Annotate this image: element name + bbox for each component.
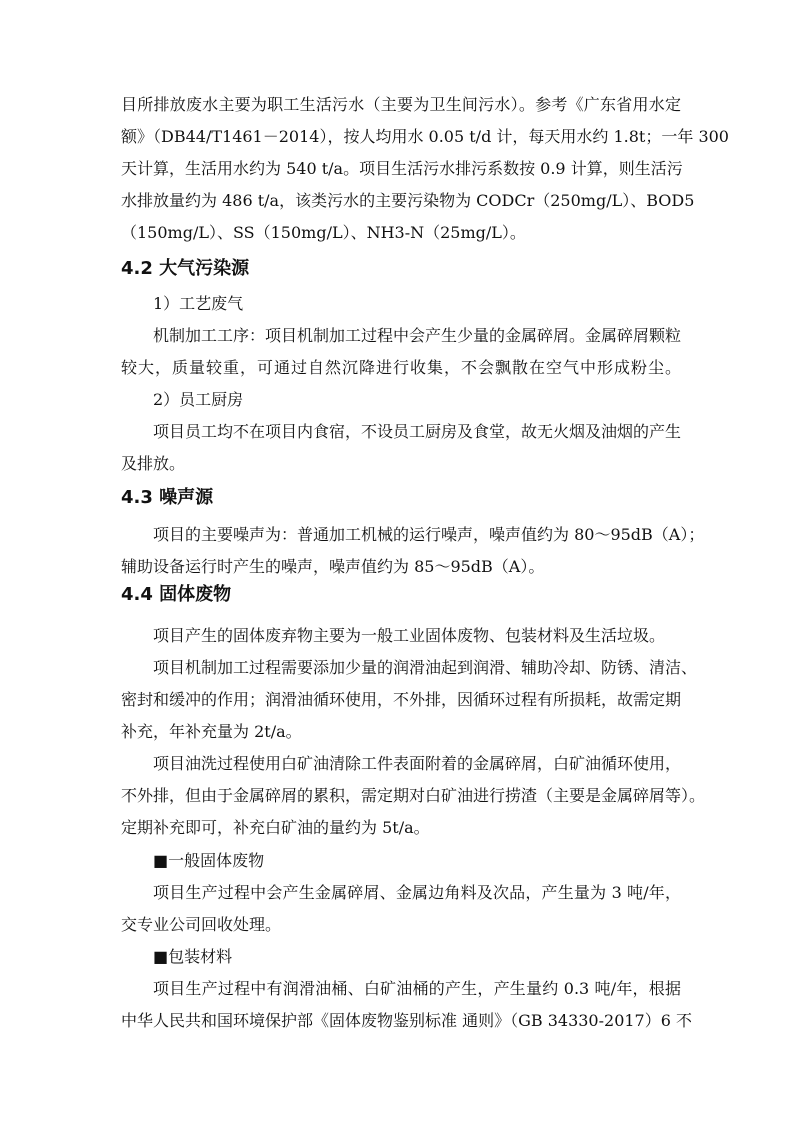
- gas-para-line-2: 较大，质量较重，可通过自然沉降进行收集，不会飘散在空气中形成粉尘。: [121, 358, 681, 377]
- bullet-packaging: ■包装材料: [153, 947, 233, 966]
- solid-para1-line-1: 项目产生的固体废弃物主要为一般工业固体废物、包装材料及生活垃圾。: [153, 626, 666, 645]
- noise-para-line-2: 辅助设备运行时产生的噪声，噪声值约为 85～95dB（A）。: [121, 557, 545, 576]
- section-4-2-heading: 4.2 大气污染源: [121, 258, 250, 279]
- general-waste-line-2: 交专业公司回收处理。: [121, 915, 282, 934]
- intro-line-1: 目所排放废水主要为职工生活污水（主要为卫生间污水）。参考《广东省用水定: [121, 95, 681, 114]
- section-4-3-heading: 4.3 噪声源: [121, 487, 214, 508]
- intro-line-4: 水排放量约为 486 t/a，该类污水的主要污染物为 CODCr（250mg/L）、BOD5: [121, 191, 695, 210]
- solid-para3-line-1: 项目油洗过程使用白矿油清除工件表面附着的金属碎屑，白矿油循环使用，: [153, 754, 682, 773]
- section-4-4-heading: 4.4 固体废物: [121, 584, 232, 605]
- kitchen-para-line-1: 项目员工均不在项目内食宿，不设员工厨房及食堂，故无火烟及油烟的产生: [153, 422, 682, 441]
- subheading-kitchen: 2）员工厨房: [153, 390, 244, 409]
- bullet-general-solid-waste: ■一般固体废物: [153, 851, 265, 870]
- solid-para2-line-3: 补充，年补充量为 2t/a。: [121, 722, 302, 741]
- solid-para2-line-2: 密封和缓冲的作用；润滑油循环使用，不外排，因循环过程有所损耗，故需定期: [121, 690, 682, 709]
- general-waste-line-1: 项目生产过程中会产生金属碎屑、金属边角料及次品，产生量为 3 吨/年，: [153, 883, 681, 902]
- gas-para-line-1: 机制加工工序：项目机制加工过程中会产生少量的金属碎屑。金属碎屑颗粒: [153, 326, 682, 345]
- intro-line-2: 额》（DB44/T1461－2014），按人均用水 0.05 t/d 计，每天用水约 1.8t；一年 300: [121, 127, 729, 146]
- kitchen-para-line-2: 及排放。: [121, 454, 186, 473]
- noise-para-line-1: 项目的主要噪声为：普通加工机械的运行噪声，噪声值约为 80～95dB（A）；: [153, 525, 705, 544]
- packaging-line-2: 中华人民共和国环境保护部《固体废物鉴别标准 通则》（GB 34330-2017）6 不: [121, 1011, 693, 1030]
- solid-para3-line-2: 不外排，但由于金属碎屑的累积，需定期对白矿油进行捞渣（主要是金属碎屑等）。: [121, 786, 706, 805]
- solid-para3-line-3: 定期补充即可，补充白矿油的量约为 5t/a。: [121, 818, 430, 837]
- intro-line-3: 天计算，生活用水约为 540 t/a。项目生活污水排污系数按 0.9 计算，则生活污: [121, 159, 683, 178]
- subheading-process-gas: 1）工艺废气: [153, 294, 244, 313]
- intro-line-5: （150mg/L）、SS（150mg/L）、NH3-N（25mg/L）。: [121, 223, 526, 242]
- packaging-line-1: 项目生产过程中有润滑油桶、白矿油桶的产生，产生量约 0.3 吨/年，根据: [153, 979, 681, 998]
- solid-para2-line-1: 项目机制加工过程需要添加少量的润滑油起到润滑、辅助冷却、防锈、清洁、: [153, 658, 698, 677]
